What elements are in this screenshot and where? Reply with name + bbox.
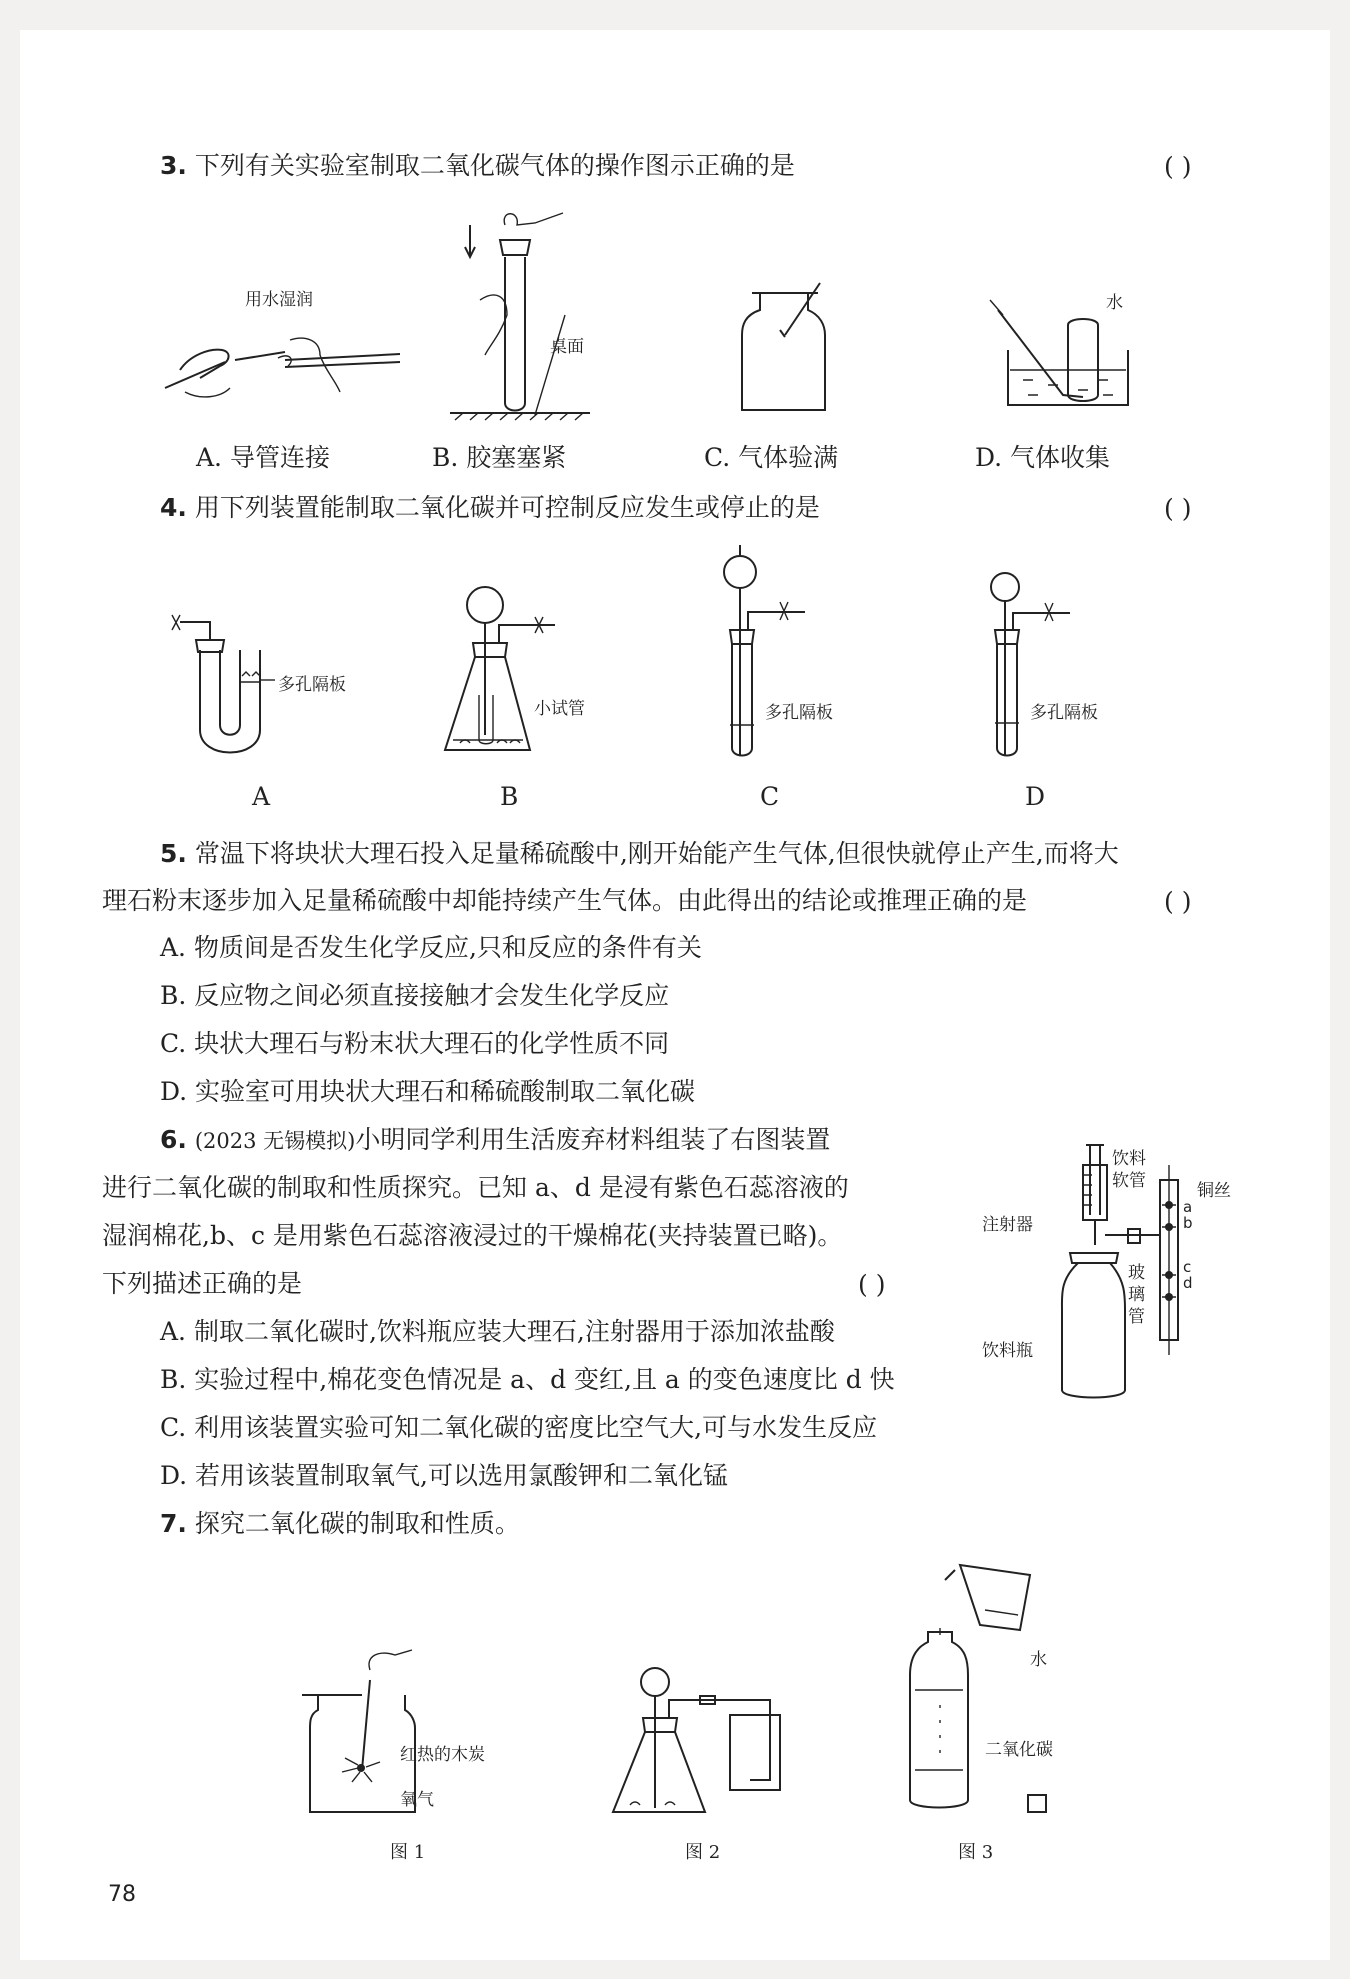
q6-label-glass-3: 管: [1128, 1307, 1145, 1327]
q4-number: 4.: [160, 493, 187, 522]
q6-option-b[interactable]: B. 实验过程中,棉花变色情况是 a、d 变红,且 a 的变色速度比 d 快: [160, 1365, 895, 1394]
q3-option-a[interactable]: A. 导管连接: [196, 443, 330, 472]
q3-figure-d: [988, 285, 1158, 425]
q3-text: 下列有关实验室制取二氧化碳气体的操作图示正确的是: [194, 151, 795, 180]
q7-caption-fig2: 图 2: [685, 1842, 721, 1863]
q7-caption-fig1: 图 1: [390, 1842, 426, 1863]
q6-stem-line1: [160, 1124, 830, 1157]
q6-label-b: b: [1183, 1214, 1193, 1232]
q4-option-c[interactable]: C: [760, 782, 780, 811]
q5-option-c[interactable]: C. 块状大理石与粉末状大理石的化学性质不同: [160, 1029, 670, 1058]
q7-caption-fig3: 图 3: [958, 1842, 994, 1863]
q4-stem: [160, 492, 820, 524]
q4-label-a-plate: 多孔隔板: [278, 675, 346, 695]
q4-figure-d: [975, 565, 1085, 770]
q5-option-b[interactable]: B. 反应物之间必须直接接触才会发生化学反应: [160, 981, 670, 1010]
q5-option-a[interactable]: A. 物质间是否发生化学反应,只和反应的条件有关: [160, 933, 702, 962]
q3-option-c[interactable]: C. 气体验满: [704, 443, 839, 472]
q5-number: 5.: [160, 839, 187, 868]
q4-answer-paren[interactable]: ( ): [1164, 494, 1192, 523]
q7-fig1-label-oxygen: 氧气: [400, 1790, 434, 1810]
q6-label-a: a: [1183, 1198, 1193, 1216]
q7-figure-3: [900, 1560, 1070, 1820]
q7-number: 7.: [160, 1509, 187, 1538]
q4-figure-b: [435, 575, 605, 770]
q6-option-c[interactable]: C. 利用该装置实验可知二氧化碳的密度比空气大,可与水发生反应: [160, 1413, 878, 1442]
q6-label-glass-1: 玻: [1128, 1263, 1145, 1283]
q6-label-d: d: [1183, 1274, 1193, 1292]
q3-label-wet: 用水湿润: [245, 290, 313, 310]
q5-answer-paren[interactable]: ( ): [1164, 887, 1192, 916]
q3-number: 3.: [160, 151, 187, 180]
q3-answer-paren[interactable]: ( ): [1164, 152, 1192, 181]
q5-option-d[interactable]: D. 实验室可用块状大理石和稀硫酸制取二氧化碳: [160, 1077, 696, 1106]
q6-number: 6.: [160, 1125, 187, 1154]
q7-text: 探究二氧化碳的制取和性质。: [194, 1509, 520, 1538]
q6-label-syringe: 注射器: [982, 1215, 1033, 1235]
q5-stem-line1: [160, 838, 1119, 870]
q6-label-c: c: [1183, 1258, 1192, 1276]
q4-label-d-plate: 多孔隔板: [1030, 703, 1098, 723]
q4-figure-c: [710, 540, 820, 770]
q6-line4: 下列描述正确的是: [102, 1269, 303, 1298]
page-number: 78: [108, 1882, 136, 1907]
q3-option-b[interactable]: B. 胶塞塞紧: [432, 443, 567, 472]
q3-figure-a: [160, 300, 410, 410]
q7-stem: [160, 1508, 520, 1540]
q6-answer-paren[interactable]: ( ): [858, 1270, 886, 1299]
workbook-page: [20, 30, 1330, 1960]
q4-option-a[interactable]: A: [252, 782, 271, 811]
q3-label-table: 桌面: [550, 337, 584, 357]
q4-label-b-tube: 小试管: [534, 699, 585, 719]
q4-option-d[interactable]: D: [1025, 782, 1046, 811]
q6-option-a[interactable]: A. 制取二氧化碳时,饮料瓶应装大理石,注射器用于添加浓盐酸: [160, 1317, 835, 1346]
q6-label-bottle: 饮料瓶: [982, 1341, 1033, 1361]
q6-line3: 湿润棉花,b、c 是用紫色石蕊溶液浸过的干燥棉花(夹持装置已略)。: [102, 1221, 843, 1250]
q4-text: 用下列装置能制取二氧化碳并可控制反应发生或停止的是: [194, 493, 820, 522]
q4-option-b[interactable]: B: [500, 782, 519, 811]
q6-line1: 小明同学利用生活废弃材料组装了右图装置: [355, 1125, 831, 1154]
q6-option-d[interactable]: D. 若用该装置制取氧气,可以选用氯酸钾和二氧化锰: [160, 1461, 728, 1490]
q6-source: (2023 无锡模拟): [194, 1129, 356, 1153]
q7-fig3-label-co2: 二氧化碳: [985, 1740, 1053, 1760]
q7-fig3-label-water: 水: [1030, 1650, 1047, 1670]
q3-option-d[interactable]: D. 气体收集: [975, 443, 1111, 472]
q3-stem: [160, 150, 795, 182]
q6-label-hose-2: 软管: [1112, 1171, 1146, 1191]
q3-label-water: 水: [1106, 293, 1123, 313]
q7-fig1-label-charcoal: 红热的木炭: [400, 1745, 485, 1765]
q7-figure-2: [605, 1660, 805, 1820]
q6-label-hose-1: 饮料: [1112, 1149, 1146, 1169]
q6-label-copper: 铜丝: [1197, 1181, 1231, 1201]
q5-line2: 理石粉末逐步加入足量稀硫酸中却能持续产生气体。由此得出的结论或推理正确的是: [102, 886, 1028, 915]
q6-line2: 进行二氧化碳的制取和性质探究。已知 a、d 是浸有紫色石蕊溶液的: [102, 1173, 849, 1202]
q6-label-glass-2: 璃: [1128, 1285, 1145, 1305]
q4-label-c-plate: 多孔隔板: [765, 703, 833, 723]
q3-figure-b: [445, 205, 595, 425]
q5-line1: 常温下将块状大理石投入足量稀硫酸中,刚开始能产生气体,但很快就停止产生,而将大: [194, 839, 1119, 868]
q3-figure-c: [730, 275, 850, 425]
